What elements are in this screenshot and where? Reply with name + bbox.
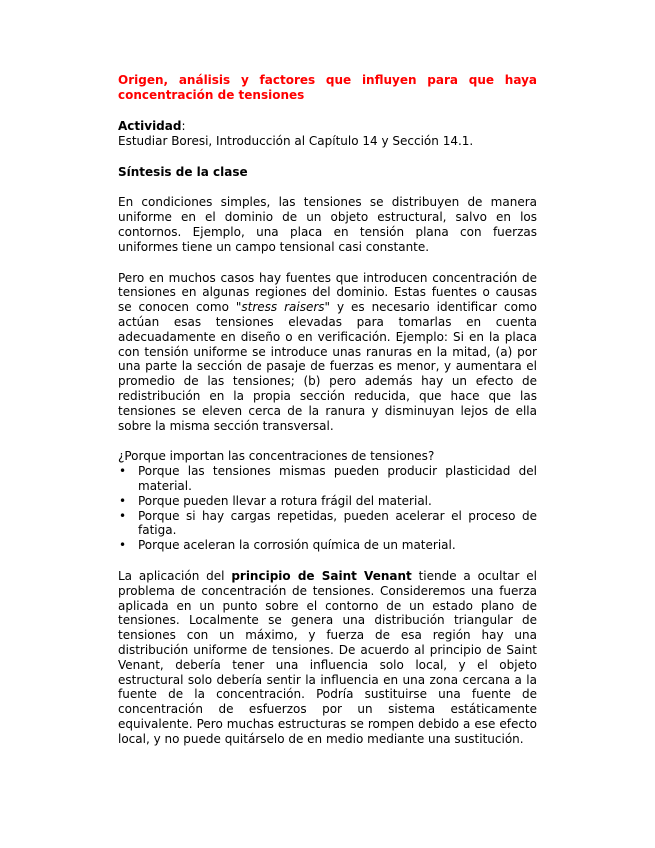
synthesis-heading: Síntesis de la clase: [118, 164, 248, 179]
activity-colon: :: [181, 119, 186, 133]
list-item: [118, 494, 537, 509]
activity-label: Actividad: [118, 119, 182, 133]
question-line: ¿Porque importan las concentraciones de tensiones?: [118, 449, 435, 464]
list-item-text: Porque las tensiones mismas pueden producir plasticidad del material.: [138, 464, 537, 493]
bullet-icon: •: [119, 508, 127, 523]
list-item-text: Porque si hay cargas repetidas, pueden acelerar el proceso de fatiga.: [138, 508, 537, 538]
stress-raisers-term: stress raisers: [241, 300, 325, 315]
paragraph-stress-raisers-start: Pero en muchos casos hay fuentes que introducen concentración de tensiones en algunas regiones del dominio. Estas fuentes o causas se conocen como ": [118, 270, 537, 315]
list-item: [118, 538, 537, 553]
paragraph-stress-raisers: [118, 271, 537, 434]
paragraph-saint-venant: [118, 569, 537, 747]
list-item-text: Porque aceleran la corrosión química de un material.: [138, 538, 456, 553]
bullet-icon: •: [119, 538, 127, 553]
bullet-icon: •: [119, 464, 127, 479]
document-title: Origen, análisis y factores que influyen para que haya concentración de tensiones: [118, 73, 537, 102]
paragraph-conditions: En condiciones simples, las tensiones se distribuyen de manera uniforme en el dominio de un objeto estructural, salvo en los contornos. Ejemplo, una placa en tensión plana con fuerzas uniformes tiene un campo tensional casi constante.: [118, 195, 537, 254]
document-page: [118, 73, 537, 746]
list-item-text: Porque pueden llevar a rotura frágil del material.: [138, 493, 432, 508]
activity-text: Estudiar Boresi, Introducción al Capítulo 14 y Sección 14.1.: [118, 133, 474, 148]
paragraph-saint-venant-start: La aplicación del: [118, 568, 232, 583]
activity-heading: [118, 119, 537, 134]
list-item: [118, 464, 537, 494]
reasons-list: [118, 464, 537, 553]
saint-venant-term: principio de Saint Venant: [231, 568, 412, 583]
bullet-icon: •: [119, 493, 127, 508]
paragraph-stress-raisers-rest: " y es necesario identificar como actúan esas tensiones elevadas para tomarlas en cuenta adecuadamente en diseño o en verificación. Ejemplo: Si en la placa con tensión uniforme se introduce unas ranuras en la mitad, (a) por una parte la sección de pasaje de fuerzas es menor, y aumentara el promedio de las tensiones; (b) pero además hay un efecto de redistribución en la propia sección reducida, que hace que las tensiones se eleven cerca de la ranura y disminuyan lejos de ella sobre la misma sección transversal.: [118, 300, 537, 433]
paragraph-saint-venant-rest: tiende a ocultar el problema de concentración de tensiones. Consideremos una fuerza aplicada en un punto sobre el contorno de un estado plano de tensiones. Localmente se genera una distribución triangular de tensiones con un máximo, y fuerza de esa región hay una distribución uniforme de tensiones. De acuerdo al principio de Saint Venant, debería tener una influencia solo local, y el objeto estructural solo debería sentir la influencia en una zona cercana a la fuente de la concentración. Podría sustituirse una fuente de concentración de esfuerzos por un sistema estáticamente equivalente. Pero muchas estructuras se rompen debido a ese efecto local, y no puede quitárselo de en medio mediante una sustitución.: [118, 568, 537, 746]
list-item: [118, 509, 537, 539]
